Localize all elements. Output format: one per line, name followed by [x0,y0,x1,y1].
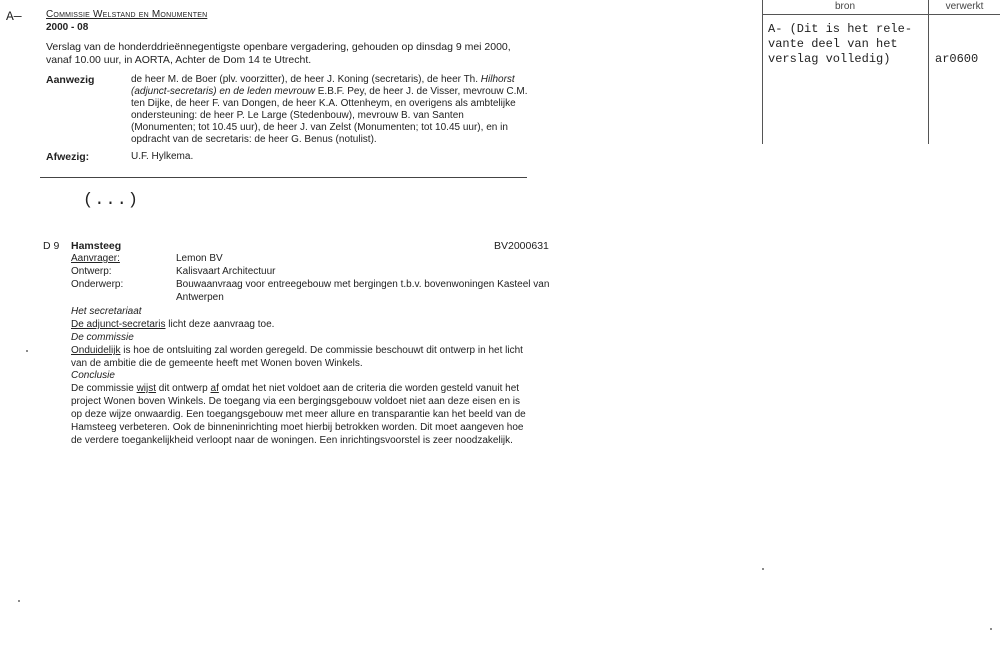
source-note: A- (Dit is het rele- vante deel van het verslag volledig) [768,22,913,66]
design-label: Ontwerp: [71,266,112,277]
applicant-value: Lemon BV [176,253,223,264]
table-left-border [762,0,763,144]
commission-heading: De commissie [71,332,134,343]
conclusion-pre: De commissie [71,383,137,394]
column-header-source: bron [834,1,855,12]
agenda-item-title: Hamsteeg [71,240,122,252]
applicant-label: Aanvrager: [71,253,120,264]
margin-mark: A— [6,9,22,24]
omission-ellipsis: (...) [83,191,140,210]
table-header-rule [762,14,1000,15]
meeting-number: 2000 - 08 [46,22,89,33]
absent-text: U.F. Hylkema. [131,151,194,162]
subject-value: Bouwaanvraag voor entreegebouw met bergingen t.b.v. bovenwoningen Kasteel van Antwerpen [176,279,550,303]
secretariat-text [71,318,531,331]
table-column-divider [928,0,929,144]
commission-subject: Onduidelijk [71,345,121,356]
secretariat-heading: Het secretariaat [71,306,142,317]
present-text-part: E.B.F. Pey, de heer J. de Visser, mevrouw C.M. ten Dijke, de heer F. van Dongen, de heer K.A. Ottenheym, en overigens als ambtelijke ondersteuning: de heer P. Le Large (Stedenbouw), mevrouw B. van Santen (Monumenten; tot 10.45 uur), de heer J. van Zelst (Monumenten; tot 10.45 uur), en in opdracht van de secretaris: de heer G. Benus (notulist). [131,86,528,146]
absent-label: Afwezig: [46,151,90,163]
commission-title: Commissie Welstand en Monumenten [46,9,208,20]
conclusion-text [71,382,531,447]
conclusion-verb: wijst [136,383,157,394]
conclusion-heading: Conclusie [71,370,115,381]
processed-code: ar0600 [935,52,979,66]
present-label: Aanwezig [46,74,95,86]
section-divider [40,177,527,178]
scan-speck [18,600,20,602]
secretariat-subject: De adjunct-secretaris [71,319,166,330]
subject-label: Onderwerp: [71,279,124,290]
scan-speck [26,350,28,352]
secretariat-rest: licht deze aanvraag toe. [165,319,275,330]
present-text-italic: Hilhorst (adjunct-secretaris) en de leden mevrouw [131,74,515,98]
scan-speck [762,568,764,570]
conclusion-verb: af [210,383,219,394]
agenda-item-reference: BV2000631 [494,240,549,252]
agenda-item-code: D 9 [43,240,60,252]
present-text-part: de heer M. de Boer (plv. voorzitter), de heer J. Koning (secretaris), de heer Th. [131,74,481,85]
commission-rest: is hoe de ontsluiting zal worden geregeld. De commissie beschouwt dit ontwerp in het licht van de ambitie die de gemeente heeft met Wonen boven Winkels. [71,345,523,369]
conclusion-mid: dit ontwerp [156,383,211,394]
scan-speck [990,628,992,630]
conclusion-rest: omdat het niet voldoet aan de criteria die worden gesteld vanuit het project Wonen boven Winkels. De toegang via een bergingsgebouw voldoet niet aan deze eisen en is op deze wijze onwaardig. Een toegangsgebouw met meer allure en transparantie kan het beeld van de Hamsteeg verbeteren. Ook de binneninrichting moet hierbij betrokken worden. Dit moet aangeven hoe de verdere toegankelijkheid verloopt naar de woningen. Een inrichtingsvoorstel is zeer noodzakelijk. [71,383,526,446]
design-value: Kalisvaart Architectuur [176,266,276,277]
present-text [131,74,531,147]
commission-text [71,344,531,370]
column-header-processed: verwerkt [945,1,984,12]
report-intro: Verslag van de honderddrieënnegentigste openbare vergadering, gehouden op dinsdag 9 mei 2000, vanaf 10.00 uur, in AORTA, Achter de Dom 14 te Utrecht. [46,41,511,66]
source-table [762,0,1000,144]
